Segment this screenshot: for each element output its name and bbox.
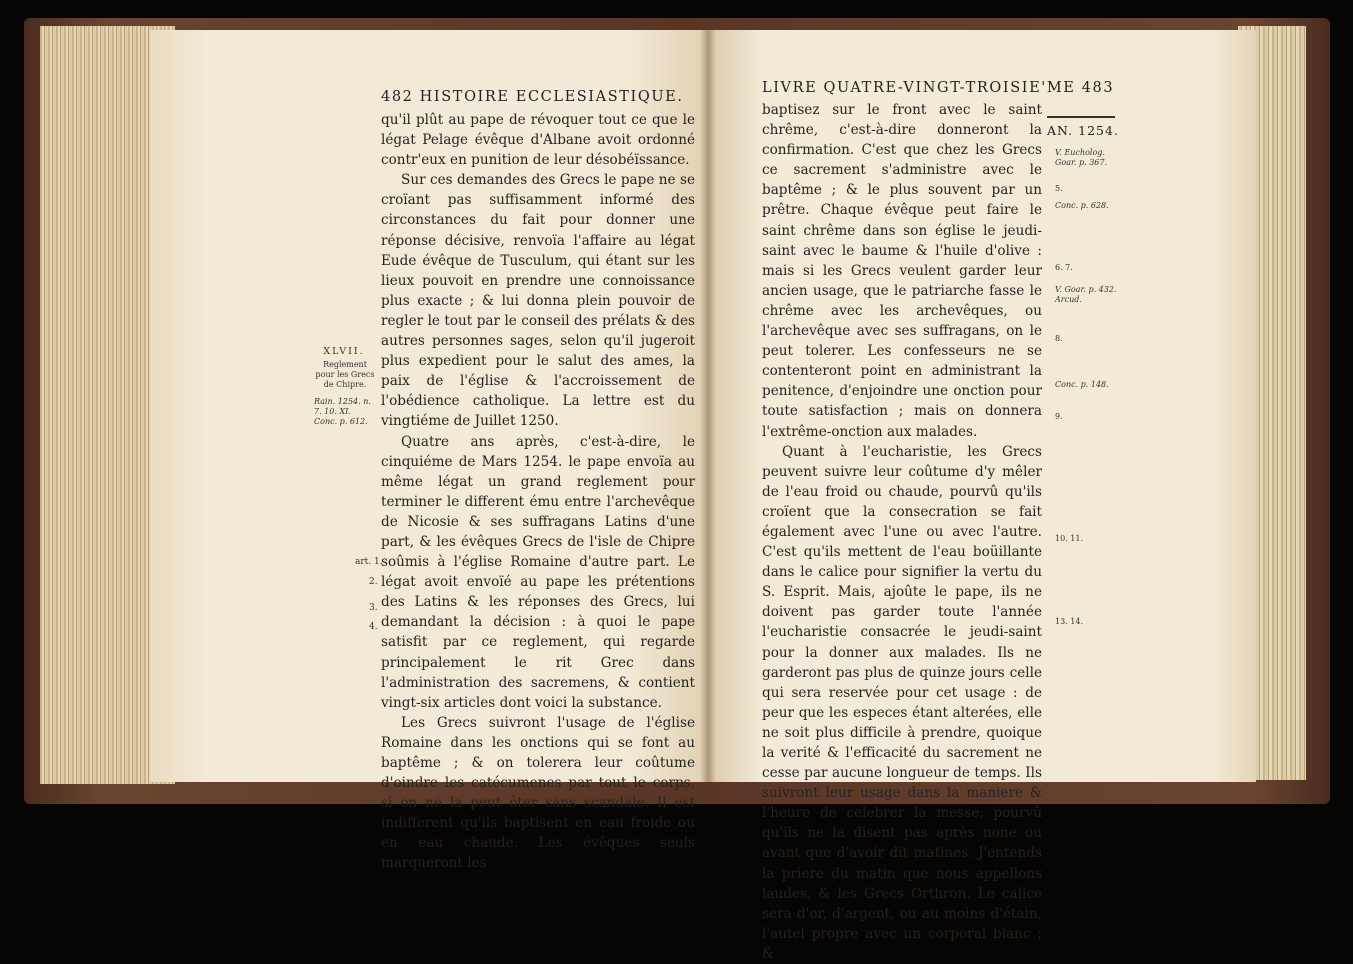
- left-page-text: [381, 110, 695, 874]
- margin-num-9: 9.: [1055, 412, 1063, 421]
- margin-num-5: 5.: [1055, 184, 1063, 193]
- margin-note-conc-148: Conc. p. 148.: [1055, 380, 1109, 389]
- margin-article-4: 4.: [369, 622, 378, 632]
- right-running-header: LIVRE QUATRE-VINGT-TROISIE'ME 483: [762, 80, 1115, 96]
- margin-article-2: 2.: [369, 577, 378, 587]
- margin-num-10-11: 10. 11.: [1055, 534, 1083, 543]
- left-paragraph-2: Sur ces demandes des Grecs le pape ne se croïant pas suffisamment informé des circonstances du fait pour donner une réponse décisive, renvoïa l'affaire au légat Eude évêque de Tusculum, qui étant sur les lieux pouvoit en prendre une connoissance plus exacte ; & lui donna plein pouvoir de regler le tout par le conseil des prélats & des autres personnes sages, selon qu'il jugeroit plus expedient pour le salut des ames, la paix de l'église & l'accroissement de l'obédience catholique. La lettre est du vingtiéme de Juillet 1250.: [381, 172, 695, 430]
- margin-section-number: XLVII.: [323, 346, 365, 357]
- left-running-header: 482 HISTOIRE ECCLESIASTIQUE.: [381, 89, 684, 105]
- margin-note-eucholog: V. Eucholog. Goar. p. 367.: [1055, 148, 1108, 167]
- left-paragraph-1: qu'il plût au pape de révoquer tout ce que le légat Pelage évêque d'Albane avoit ordonné contr'eux en punition de leur désobéïssance.: [381, 112, 695, 169]
- margin-note-conc-628: Conc. p. 628.: [1055, 201, 1109, 210]
- margin-rule: [1047, 116, 1115, 118]
- margin-num-8: 8.: [1055, 334, 1063, 343]
- margin-article-1: art. 1.: [355, 557, 383, 567]
- margin-article-3: 3.: [369, 603, 378, 613]
- margin-note-goar-432: V. Goar. p. 432. Arcud.: [1055, 285, 1117, 304]
- right-paragraph-1: baptisez sur le front avec le saint chrême, c'est-à-dire donneront la confirmation. C'est que chez les Grecs ce sacrement s'administre avec le baptême ; & le plus souvent par un prêtre. Chaque évêque peut faire le saint chrême dans son église le jeudi-saint avec le baume & l'huile d'olive : mais si les Grecs veulent garder leur ancien usage, que le patriarche fasse le chrême avec les archevêques, ou l'archevêque avec ses suffragans, on le peut tolerer. Les confesseurs ne se contenteront point en administrant la penitence, d'enjoindre une onction pour toute satisfaction ; mais on donnera l'extrême-onction aux malades.: [762, 102, 1042, 440]
- book-gutter: [700, 30, 716, 782]
- margin-num-13-14: 13. 14.: [1055, 617, 1083, 626]
- right-paragraph-2: Quant à l'eucharistie, les Grecs peuvent suivre leur coûtume d'y mêler de l'eau froid ou chaude, pourvû qu'ils croïent que la consecration se fait également avec l'une ou avec l'autre. C'est qu'ils mettent de l'eau boüillante dans le calice pour signifier la vertu du S. Esprit. Mais, ajoûte le pape, ils ne doivent pas garder toute l'année l'eucharistie consacrée le jeudi-saint pour la donner aux malades. Ils ne garderont pas plus de quinze jours celle qui sera reservée pour cet usage : de peur que les especes étant alterées, elle ne soit plus difficile à prendre, quoique la verité & l'efficacité du sacrement ne cesse par aucune longueur de temps. Ils suivront leur usage dans la maniere & l'heure de celebrer la messe, pourvû qu'ils ne la disent pas après none ou avant que d'avoir dit matines. J'entends la priere du matin que nous appellons laudes, & les Grecs Orthron. Le calice sera d'or, d'argent, ou au moins d'étain, l'autel propre avec un corporal blanc ; &: [762, 443, 1042, 962]
- margin-num-6-7: 6. 7.: [1055, 263, 1073, 272]
- left-paragraph-4: Les Grecs suivront l'usage de l'église Romaine dans les onctions qui se font au baptême ; & on tolerera leur coûtume d'oindre les catécumenes par tout le corps, si on ne la peut ôter sans scandale. Il est indifferent qu'ils baptisent en eau froide ou en eau chaude. Les évêques seuls marqueront les: [381, 714, 695, 872]
- margin-section-title: Reglement pour les Grecs de Chipre.: [315, 360, 375, 389]
- right-page-text: [762, 100, 1042, 964]
- left-paragraph-3: Quatre ans après, c'est-à-dire, le cinquiéme de Mars 1254. le pape envoïa au même légat un grand reglement pour terminer le different ému entre l'archevêque de Nicosie & ses suffragans Latins d'une part, & les évêques Grecs de l'isle de Chipre soûmis à l'église Romaine d'autre part. Le légat avoit envoïé au pape les prétentions des Latins & les réponses des Grecs, lui demandant la décision : à quoi le pape satisfit par ce reglement, qui regarde principalement le rit Grec dans l'administration des sacremens, & contient vingt-six articles dont voici la substance.: [381, 433, 695, 711]
- margin-reference: Rain. 1254. n. 7. 10. XI. Conc. p. 612.: [314, 397, 371, 426]
- year-annotation: AN. 1254.: [1047, 123, 1119, 138]
